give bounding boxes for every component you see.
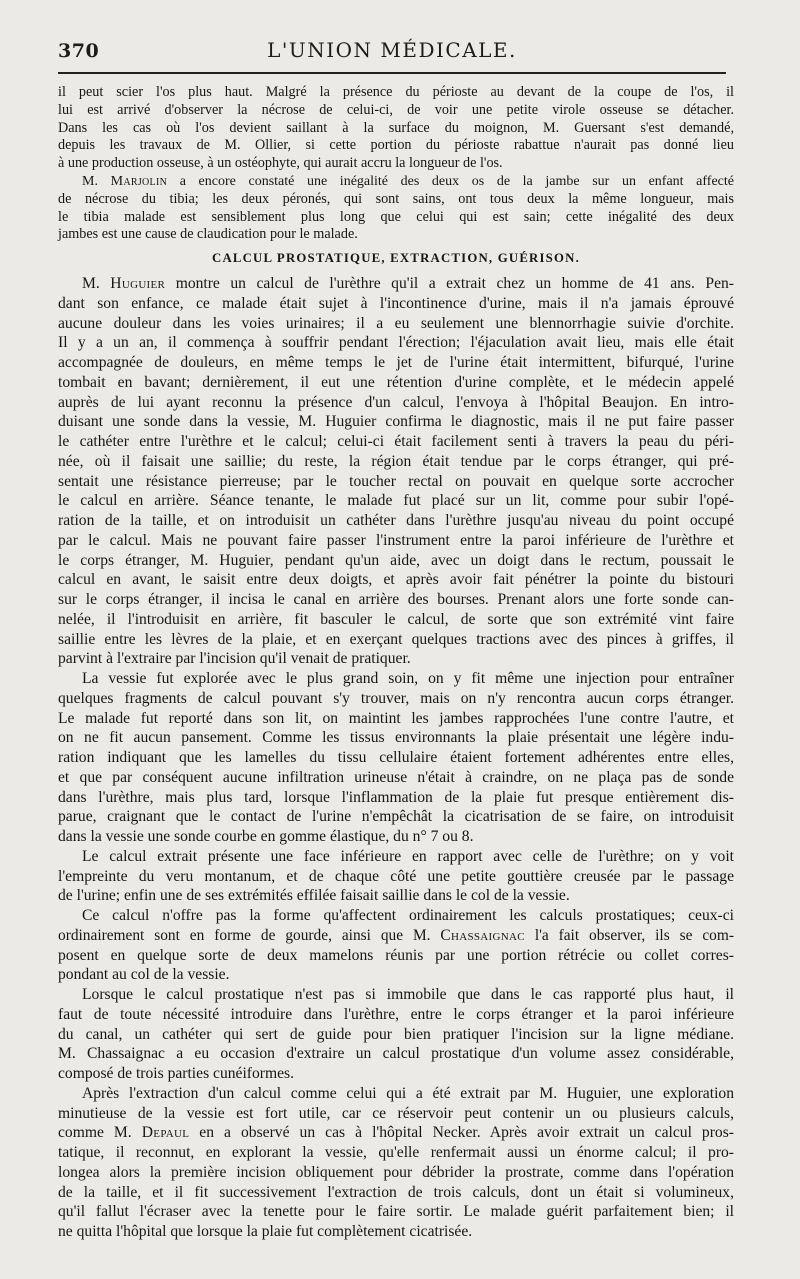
- text-line: aucune douleur dans les voies urinaires; il a eu seulement une blennorrhagie suivie d'orchite.: [58, 314, 734, 332]
- text-line: minutieuse de la vessie est fort utile, car ce réservoir peut contenir un ou plusieurs calculs,: [58, 1104, 734, 1122]
- text-line: parvint à l'extraire par l'incision qu'il venait de pratiquer.: [58, 650, 411, 668]
- text-fragment: comme M.: [58, 1124, 132, 1142]
- text-line: [58, 1123, 734, 1143]
- paragraph-huguier: [58, 274, 734, 669]
- section-heading: CALCUL PROSTATIQUE, EXTRACTION, GUÉRISON.: [212, 251, 580, 266]
- paragraph-depaul: [58, 1084, 734, 1242]
- text-line: de nécrose du tibia; les deux péronés, qui sont sains, ont tous deux la même longueur, mais: [58, 190, 734, 207]
- text-line: à une production osseuse, à un ostéophyte, qui aurait accru la longueur de l'os.: [58, 155, 503, 172]
- text-line: dans la vessie une sonde courbe en gomme élastique, du n° 7 ou 8.: [58, 828, 474, 846]
- paragraph-chassaignac: [58, 906, 734, 985]
- text-line: depuis les travaux de M. Ollier, si cette portion du périoste rabattue n'aurait pas donné lieu: [58, 137, 734, 154]
- text-line: l'empreinte du veru montanum, et de chaque côté une petite gouttière creusée par le passage: [58, 867, 734, 885]
- text-line: posent en quelque sorte de deux mamelons réunis par une portion rétrécie ou collet corres-: [58, 946, 734, 964]
- text-line: de l'urine; enfin une de ses extrémités effilée faisait saillie dans le col de la vessie.: [58, 887, 570, 905]
- page-header: [58, 38, 726, 68]
- text-fragment: a encore constaté une inégalité des deux os de la jambe sur un enfant affecté: [179, 173, 734, 189]
- text-line: lui est arrivé d'observer la nécrose de celui-ci, de voir une petite virole osseuse se détacher.: [58, 101, 734, 118]
- text-line: composé de trois parties cunéiformes.: [58, 1065, 295, 1083]
- text-line: [58, 274, 734, 294]
- text-line: du canal, un cathéter qui sert de guide pour bien pratiquer l'incision sur la ligne médiane.: [58, 1025, 734, 1043]
- text-line: le cathéter entre l'urèthre et le calcul; celui-ci était facilement senti à travers la peau du péri-: [58, 433, 734, 451]
- text-line: Après l'extraction d'un calcul comme celui qui a été extrait par M. Huguier, une exploration: [82, 1084, 734, 1102]
- text-line: et que par conséquent aucune infiltration urineuse n'était à craindre, on ne plaça pas de sonde: [58, 768, 734, 786]
- paragraph-vessie: [58, 669, 734, 847]
- speaker-name: Marjolin: [110, 173, 168, 189]
- article-body: [58, 84, 734, 1242]
- text-line: ration indiquant que les lamelles du tissu cellulaire étaient fortement adhérentes entre elles,: [58, 749, 734, 767]
- text-line: longea alors la première incision obliquement pour débrider la prostrate, comme dans l'opération: [58, 1163, 734, 1181]
- text-line: faut de toute nécessité introduire dans l'urèthre, entre le corps étranger et la paroi inférieure: [58, 1005, 734, 1023]
- text-line: on ne fit aucun pansement. Comme les tissus environnants la plaie présentait une légère indu-: [58, 729, 734, 747]
- text-line: ration de la taille, et on introduisit un cathéter dans l'urèthre jusqu'au niveau du point occupé: [58, 512, 734, 530]
- text-line: Dans les cas où l'os devient saillant à la surface du moignon, M. Guersant s'est demandé,: [58, 119, 734, 136]
- header-rule: [58, 72, 726, 74]
- text-line: dant son enfance, ce malade était sujet à l'incontinence d'urine, mais il n'a jamais éprouvé: [58, 294, 734, 312]
- text-line: le corps étranger, M. Huguier, pendant qu'un aide, avec un doigt dans le rectum, poussait le: [58, 551, 734, 569]
- text-line: nelée, il l'introduisit en arrière, fit basculer le calcul, de sorte que son extrémité vint faire: [58, 610, 734, 628]
- text-line: auprès de lui ayant reconnu la présence d'un calcul, l'envoya à l'hôpital Beaujon. En intro-: [58, 393, 734, 411]
- text-line: le calcul en arrière. Séance tenante, le malade fut placé sur un lit, comme pour subir l'opé-: [58, 492, 734, 510]
- text-line: quelques fragments de calcul pouvant s'y trouver, mais on n'y rencontra aucun corps étranger.: [58, 689, 734, 707]
- paragraph-marjolin: [58, 173, 734, 244]
- text-line: [58, 926, 734, 946]
- text-line: Le calcul extrait présente une face inférieure en rapport avec celle de l'urèthre; on y voit: [82, 847, 734, 865]
- text-fragment: l'a fait observer, ils se com-: [534, 926, 734, 944]
- text-line: Ce calcul n'offre pas la forme qu'affectent ordinairement les calculs prostatiques; ceux-ci: [82, 907, 734, 925]
- text-line: Il y a un an, il commença à souffrir pendant l'érection; l'éjaculation avait lieu, mais elle était: [58, 334, 734, 352]
- text-line: [58, 173, 734, 191]
- text-line: il peut scier l'os plus haut. Malgré la présence du périoste au devant de la coupe de l'os, il: [58, 84, 734, 100]
- text-line: parue, craignant que le contact de l'urine n'empêchât la cicatrisation de se faire, on introduisit: [58, 808, 734, 826]
- text-fragment: montre un calcul de l'urèthre qu'il a extrait chez un homme de 41 ans. Pen-: [175, 275, 734, 293]
- text-line: duisant une sonde dans la vessie, M. Huguier confirma le diagnostic, mais il ne put faire passer: [58, 413, 734, 431]
- text-line: saillie entre les lèvres de la plaie, et en exerçant quelques tractions avec des pinces à griffes, il: [58, 630, 734, 648]
- paragraph-guersant: [58, 84, 734, 173]
- text-line: de la taille, et il fit successivement l'extraction de trois calculs, dont un était si volumineux,: [58, 1183, 734, 1201]
- text-line: dans l'urèthre, mais plus tard, lorsque l'inflammation de la plaie fut presque entièrement dis-: [58, 788, 734, 806]
- speaker-name: Depaul: [141, 1124, 190, 1142]
- text-fragment: ordinairement sont en forme de gourde, ainsi que M.: [58, 926, 431, 944]
- text-line: accompagnée de douleurs, en même temps le jet de l'urine était intermittent, bifurqué, l'urine: [58, 354, 734, 372]
- text-fragment: en a observé un cas à l'hôpital Necker. Après avoir extrait un calcul pros-: [199, 1124, 734, 1142]
- text-line: sur le corps étranger, il incisa le canal en arrière des bourses. Prenant alors une forte sonde can-: [58, 591, 734, 609]
- page-number: 370: [58, 40, 100, 62]
- text-line: pondant au col de la vessie.: [58, 966, 230, 984]
- text-line: La vessie fut explorée avec le plus grand soin, on y fit même une injection pour entraîner: [82, 670, 734, 688]
- text-line: tombait en bavant; dernièrement, il eut une rétention d'urine complète, et le médecin appelé: [58, 373, 734, 391]
- speaker-name: Chassaignac: [440, 926, 525, 944]
- paragraph-calcul-prostatique: [58, 985, 734, 1084]
- text-line: par le calcul. Mais ne pouvant faire passer l'instrument entre la paroi inférieure de l'urèthre et: [58, 531, 734, 549]
- speaker-prefix: M.: [82, 275, 100, 293]
- text-line: qu'il fallut l'écraser avec la tenette pour le faire sortir. Le malade guérit parfaitement bien; il: [58, 1203, 734, 1221]
- speaker-prefix: M.: [82, 173, 98, 189]
- text-line: Le malade fut reporté dans son lit, on maintint les jambes rapprochées l'une contre l'autre, et: [58, 709, 734, 727]
- text-line: sentait une résistance pierreuse; par le toucher rectal on pouvait en quelque sorte accrocher: [58, 472, 734, 490]
- speaker-name: Huguier: [110, 275, 166, 293]
- text-line: calcul en avant, le saisit entre deux doigts, et après avoir fait pénétrer la pointe du bistouri: [58, 571, 734, 589]
- text-line: M. Chassaignac a eu occasion d'extraire un calcul prostatique d'un volume assez considérable,: [58, 1045, 734, 1063]
- text-line: ne quitta l'hôpital que lorsque la plaie fut complètement cicatrisée.: [58, 1223, 473, 1241]
- text-line: Lorsque le calcul prostatique n'est pas si immobile que dans le cas rapporté plus haut, il: [82, 986, 734, 1004]
- text-line: jambes est une cause de claudication pour le malade.: [58, 226, 358, 243]
- text-line: tatique, il reconnut, en explorant la vessie, qu'elle renfermait aussi un énorme calcul; il pro-: [58, 1144, 734, 1162]
- text-line: le tibia malade est sensiblement plus long que celui qui est sain; cette inégalité des deux: [58, 208, 734, 225]
- running-title: L'UNION MÉDICALE.: [267, 38, 517, 62]
- text-line: née, où il faisait une saillie; du reste, la région était tendue par le corps étranger, qui pré-: [58, 452, 734, 470]
- paragraph-calcul-extrait: [58, 847, 734, 906]
